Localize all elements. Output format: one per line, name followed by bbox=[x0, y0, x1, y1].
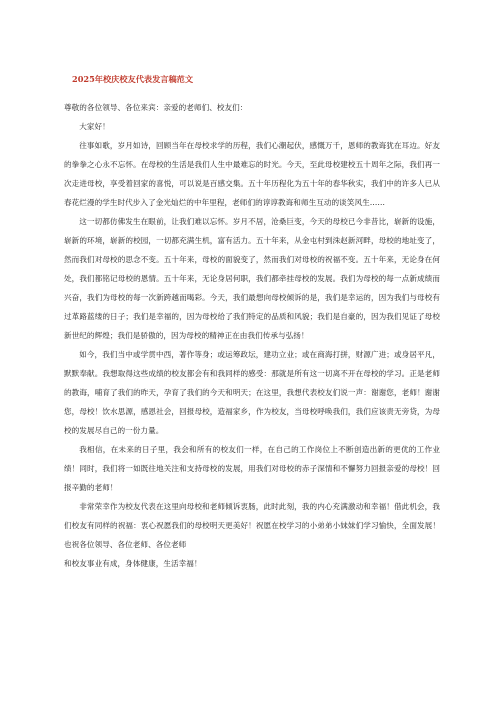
paragraph: 如今，我们当中或学贯中西，著作等身；或运筹政坛，建功立业；或在商海打拼，财源广进；或身居平凡，默默奉献。我想取得这些成绩的校友都会有和我同样的感受：那就是所有这一切离不开在母校的学习。正是老师的教诲，哺育了我们的昨天，孕育了我们的今天和明天；在这里，我想代表校友们说一声：谢谢您，老师！谢谢您，母校！饮水思源，感恩社会，回报母校，造福家乡，作为校友，当母校呼唤我们，我们应该责无旁贷，为母校的发展尽自己的一份力量。 bbox=[64, 350, 440, 435]
paragraph: 非常荣幸作为校友代表在这里向母校和老师倾诉衷肠，此时此刻，我的内心充满激动和幸福！借此机会，我们校友有同样的祝福：衷心祝愿我们的母校明天更美好！祝愿在校学习的小弟弟小妹妹们学习愉快，全面发展！也祝各位领导、各位老师、各位老师 bbox=[64, 502, 440, 549]
paragraph: 我相信，在未来的日子里，我会和所有的校友们一样，在自己的工作岗位上不断创造出新的更优的工作业绩！同时，我们将一如既往地关注和支持母校的发展，用我们对母校的赤子深情和不懈努力回报亲爱的母校！回报辛勤的老师！ bbox=[64, 445, 440, 492]
document-body bbox=[64, 98, 440, 573]
greeting: 大家好！ bbox=[79, 122, 110, 131]
salutation: 尊敬的各位领导、各位来宾：亲爱的老师们、校友们： bbox=[64, 103, 248, 112]
document-title: 2025年校庆校友代表发言稿范文 bbox=[72, 74, 194, 84]
paragraph: 这一切都仿佛发生在眼前，让我们难以忘怀。岁月不居，沧桑巨变，今天的母校已今非昔比，崭新的设施，崭新的环境，崭新的校园，一切都充满生机，富有活力。五十年来，从金屯村到洙赵新河畔，母校的地址变了，然而我们对母校的思念不变。五十年来，母校的面貌变了，然而我们对母校的祝福不变。五十年来，无论身在何处，我们都铭记母校的恩情。五十年来，无论身居何职，我们都牵挂母校的发展。我们为母校的每一点新成绩而兴奋，我们为母校的每一次新跨越而喝彩。今天，我们最想向母校倾诉的是，我们是幸运的，因为我们与母校有过革路蓝缕的日子；我们是幸福的，因为母校给了我们特定的品质和风貌；我们是自豪的，因为我们见证了母校新世纪的辉煌；我们是骄傲的，因为母校的精神正在由我们传承与弘扬！ bbox=[64, 217, 440, 340]
closing: 和校友事业有成，身体健康，生活幸福！ bbox=[64, 559, 202, 568]
paragraph: 往事如歌，岁月如诗，回顾当年在母校求学的历程，我们心潮起伏，感慨万千，恩师的教诲犹在耳边。好友的拳拳之心永不忘怀。在母校的生活是我们人生中最难忘的时光。今天，至此母校建校五十周年之际，我们再一次走进母校，享受着回家的喜悦，可以说是百感交集。五十年历程化为五十年的春华秋实，我们中的许多人已从春花烂漫的学生时代步入了金光灿烂的中年里程，老师们的谆谆教诲和师生互动的谈笑风生…… bbox=[64, 141, 440, 207]
